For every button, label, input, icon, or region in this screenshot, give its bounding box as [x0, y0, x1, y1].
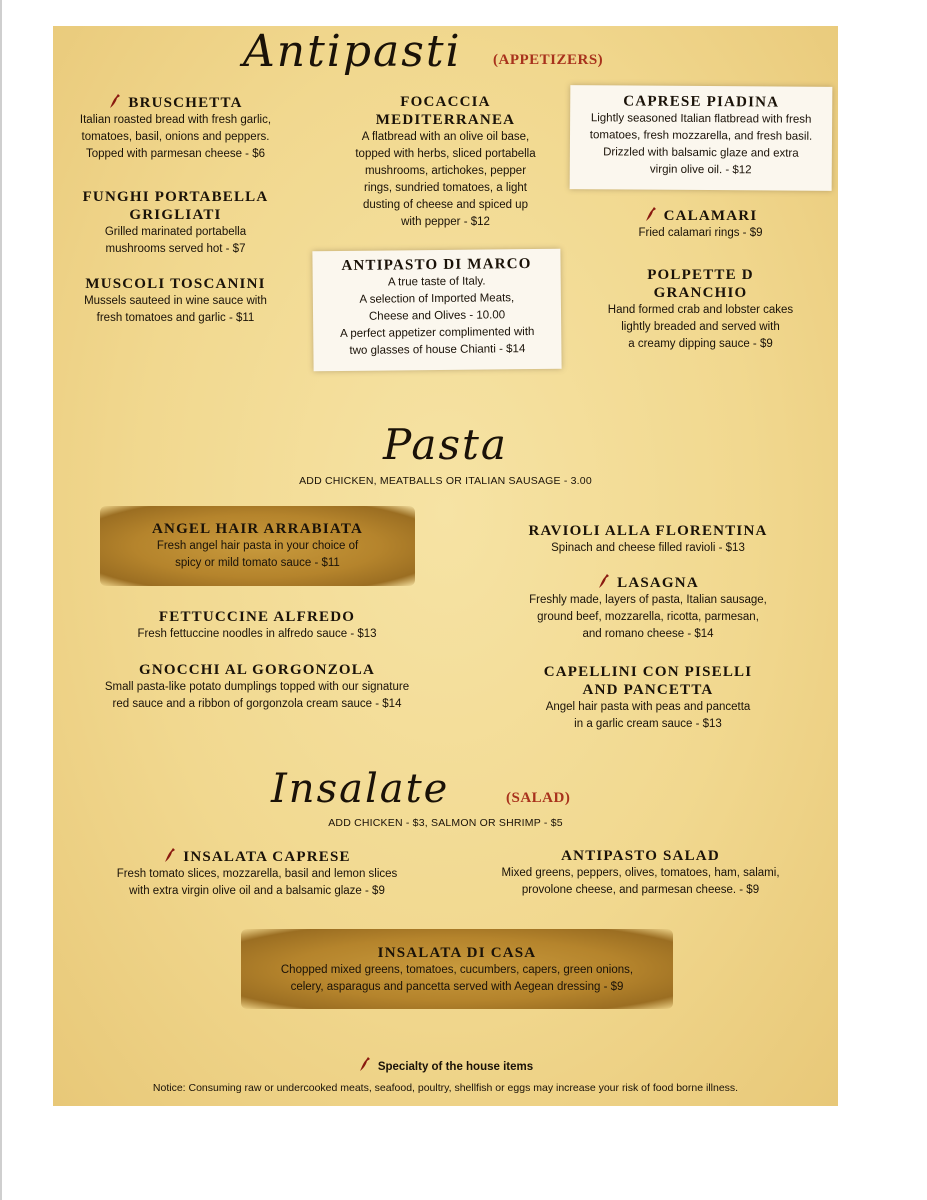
item-desc: Italian roasted bread with fresh garlic, tomatoes, basil, onions and peppers. Topped with parmesan cheese - $6 [79, 114, 272, 160]
notice: Notice: Consuming raw or undercooked meats, seafood, poultry, shellfish or eggs may increase your risk of food borne illness. [152, 1082, 739, 1094]
item-desc: Spinach and cheese filled ravioli - $13 [551, 542, 745, 554]
item-desc: Fresh fettuccine noodles in alfredo sauce - $13 [137, 628, 377, 640]
item-name: CAPRESE PIADINA [623, 93, 780, 111]
item-name: ANTIPASTO DI MARCO [341, 256, 532, 274]
menu-item [53, 847, 461, 900]
legend [53, 1056, 838, 1075]
legend-text: Specialty of the house items [377, 1061, 534, 1073]
antipasti-title: Antipasti [243, 26, 462, 77]
menu-item [53, 661, 461, 713]
item-name: CALAMARI [573, 206, 828, 225]
antipasti-tag: (APPETIZERS) [493, 52, 604, 68]
item-name: INSALATA CAPRESE [53, 847, 461, 866]
antipasti-header [243, 26, 643, 82]
item-name: FOCACCIA MEDITERRANEA [375, 94, 516, 128]
item-name: LASAGNA [473, 573, 823, 592]
insalate-note: ADD CHICKEN - $3, SALMON OR SHRIMP - $5 [328, 817, 563, 829]
item-name: FETTUCCINE ALFREDO [158, 609, 356, 625]
featured-card [312, 249, 561, 372]
menu-page [53, 26, 838, 1106]
menu-item [53, 188, 298, 258]
item-desc: Freshly made, layers of pasta, Italian sausage, ground beef, mozzarella, ricotta, parmesan, and romano cheese - $14 [529, 594, 767, 640]
item-name: FUNGHI PORTABELLA GRIGLIATI [82, 189, 269, 223]
menu-item [473, 573, 823, 643]
insalate-header [271, 766, 671, 816]
menu-item [473, 522, 823, 557]
menu-item [318, 93, 573, 231]
pasta-title: Pasta [383, 420, 508, 469]
menu-item [573, 206, 828, 242]
item-name: POLPETTE D GRANCHIO [647, 267, 754, 301]
menu-item [53, 275, 298, 327]
chili-pepper-icon [108, 93, 122, 109]
menu-item [53, 93, 298, 163]
pasta-note: ADD CHICKEN, MEATBALLS OR ITALIAN SAUSAGE - 3.00 [299, 475, 592, 487]
item-desc: Chopped mixed greens, tomatoes, cucumbers, capers, green onions, celery, asparagus and pancetta served with Aegean dressing - $9 [280, 964, 634, 993]
menu-item [473, 663, 823, 733]
item-desc: Fresh angel hair pasta in your choice of spicy or mild tomato sauce - $11 [156, 540, 359, 569]
chili-pepper-icon [597, 573, 611, 589]
menu-item [458, 847, 823, 899]
item-desc: Fresh tomato slices, mozzarella, basil and lemon slices with extra virgin olive oil and a balsamic glaze - $9 [116, 868, 398, 897]
item-desc: Mussels sauteed in wine sauce with fresh tomatoes and garlic - $11 [84, 295, 267, 324]
insalate-tag: (SALAD) [506, 790, 571, 806]
menu-item [53, 608, 461, 643]
item-desc: Angel hair pasta with peas and pancetta in a garlic cream sauce - $13 [545, 701, 751, 730]
item-desc: Grilled marinated portabella mushrooms served hot - $7 [104, 226, 247, 255]
item-name: INSALATA DI CASA [377, 945, 537, 961]
page-border [0, 0, 2, 1200]
item-name: RAVIOLI ALLA FLORENTINA [528, 523, 768, 539]
insalate-title: Insalate [271, 766, 450, 812]
item-desc: Small pasta-like potato dumplings topped with our signature red sauce and a ribbon of gorgonzola cream sauce - $14 [104, 681, 410, 710]
item-desc: Mixed greens, peppers, olives, tomatoes, ham, salami, provolone cheese, and parmesan cheese. - $9 [501, 867, 780, 896]
menu-item [573, 266, 828, 353]
featured-brush [241, 929, 673, 1009]
item-desc: A true taste of Italy. A selection of Imported Meats, Cheese and Olives - 10.00 A perfect appetizer complimented with two glasses of house Chianti - $14 [340, 275, 535, 357]
item-desc: Hand formed crab and lobster cakes lightly breaded and served with a creamy dipping sauce - $9 [607, 304, 794, 350]
pasta-header [53, 421, 838, 487]
item-name: ANGEL HAIR ARRABIATA [152, 521, 363, 537]
item-name: ANTIPASTO SALAD [561, 848, 720, 864]
featured-brush [100, 506, 415, 586]
item-name: CAPELLINI CON PISELLI AND PANCETTA [543, 664, 753, 698]
item-desc: Lightly seasoned Italian flatbread with fresh tomatoes, fresh mozzarella, and fresh basil. Drizzled with balsamic glaze and extra virgin olive oil. - $12 [589, 112, 813, 177]
item-name: GNOCCHI AL GORGONZOLA [138, 662, 376, 678]
featured-card [570, 85, 833, 191]
item-name: BRUSCHETTA [53, 93, 298, 112]
chili-pepper-icon [163, 847, 177, 863]
item-desc: Fried calamari rings - $9 [638, 227, 763, 239]
item-name: MUSCOLI TOSCANINI [85, 276, 266, 292]
chili-pepper-icon [644, 206, 658, 222]
item-desc: A flatbread with an olive oil base, topped with herbs, sliced portabella mushrooms, artichokes, pepper rings, sundried tomatoes, a light dusting of cheese and spiced up with pepper - $12 [355, 131, 536, 228]
chili-pepper-icon [358, 1056, 372, 1072]
